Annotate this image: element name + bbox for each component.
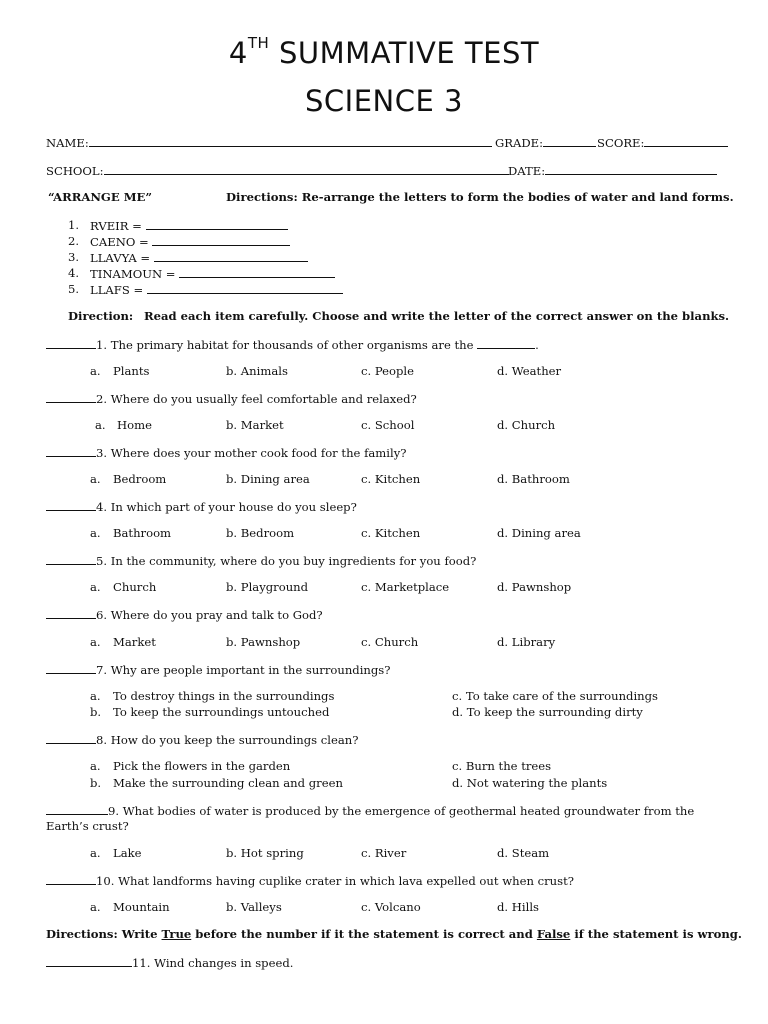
arrange-directions: Directions: Re-arrange the letters to form the bodies of water and land forms. (226, 190, 734, 204)
name-field[interactable]: NAME: (46, 135, 492, 150)
option-label: b. (90, 705, 102, 719)
option-b[interactable]: b. Animals (226, 364, 288, 378)
option-label: a. (90, 846, 101, 860)
title-superscript: TH (247, 34, 270, 53)
option-b[interactable]: b. Valleys (226, 900, 282, 914)
option-b[interactable]: Make the surrounding clean and green (113, 776, 343, 790)
list-item[interactable]: CAENO = (90, 234, 290, 249)
question-8[interactable]: 8. How do you keep the surroundings clean? (46, 732, 358, 747)
option-d[interactable]: d. Pawnshop (497, 580, 572, 594)
option-d[interactable]: d. Church (497, 418, 556, 432)
subject-title: SCIENCE 3 (305, 84, 463, 118)
option-d[interactable]: d. Library (497, 635, 556, 649)
option-d[interactable]: d. Weather (497, 364, 562, 378)
option-b[interactable]: b. Hot spring (226, 846, 304, 860)
list-item[interactable]: LLAVYA = (90, 250, 308, 265)
option-c[interactable]: c. School (361, 418, 415, 432)
list-item: 4. (68, 266, 80, 280)
list-item: 2. (68, 234, 80, 248)
list-item[interactable]: RVEIR = (90, 218, 288, 233)
option-a[interactable]: Church (113, 580, 157, 594)
option-a[interactable]: To destroy things in the surroundings (113, 689, 335, 703)
option-c[interactable]: c. Kitchen (361, 526, 421, 540)
option-d[interactable]: d. Hills (497, 900, 539, 914)
list-item: 1. (68, 218, 80, 232)
question-9-continued: Earth’s crust? (46, 819, 129, 833)
question-9[interactable]: 9. What bodies of water is produced by the emergence of geothermal heated groundwater from the (46, 803, 694, 818)
option-c[interactable]: c. Marketplace (361, 580, 450, 594)
option-label: a. (90, 759, 101, 773)
test-title: 4TH SUMMATIVE TEST (228, 34, 540, 70)
question-3[interactable]: 3. Where does your mother cook food for the family? (46, 445, 406, 460)
tf-directions: Directions: Write True before the number if it the statement is correct and False if the statement is wrong. (46, 927, 742, 941)
option-a[interactable]: Bedroom (113, 472, 167, 486)
mc-direction-label: Direction: (68, 309, 134, 323)
option-c[interactable]: c. River (361, 846, 407, 860)
option-a[interactable]: Pick the flowers in the garden (113, 759, 291, 773)
date-field[interactable]: DATE: (508, 163, 717, 178)
option-a[interactable]: Home (117, 418, 152, 432)
school-field[interactable]: SCHOOL: (46, 163, 509, 178)
option-a[interactable]: Lake (113, 846, 142, 860)
false-word: False (536, 927, 571, 941)
option-c[interactable]: c. People (361, 364, 414, 378)
option-d[interactable]: d. Dining area (497, 526, 581, 540)
question-2[interactable]: 2. Where do you usually feel comfortable and relaxed? (46, 391, 417, 406)
question-1[interactable]: 1. The primary habitat for thousands of other organisms are the . (46, 337, 539, 352)
question-10[interactable]: 10. What landforms having cuplike crater in which lava expelled out when crust? (46, 873, 574, 888)
option-a[interactable]: Mountain (113, 900, 170, 914)
option-label: a. (90, 900, 101, 914)
option-d[interactable]: d. Bathroom (497, 472, 570, 486)
option-label: a. (90, 689, 101, 703)
option-d[interactable]: d. To keep the surrounding dirty (452, 705, 643, 719)
question-5[interactable]: 5. In the community, where do you buy ingredients for you food? (46, 553, 476, 568)
question-4[interactable]: 4. In which part of your house do you sleep? (46, 499, 357, 514)
option-d[interactable]: d. Steam (497, 846, 550, 860)
option-c[interactable]: c. Church (361, 635, 419, 649)
list-item[interactable]: TINAMOUN = (90, 266, 335, 281)
list-item: 5. (68, 282, 80, 296)
option-label: a. (90, 635, 101, 649)
true-word: True (161, 927, 192, 941)
question-7[interactable]: 7. Why are people important in the surroundings? (46, 662, 390, 677)
option-label: a. (90, 526, 101, 540)
list-item: 3. (68, 250, 80, 264)
option-d[interactable]: d. Not watering the plants (452, 776, 608, 790)
option-label: a. (90, 364, 101, 378)
option-label: a. (90, 472, 101, 486)
option-b[interactable]: b. Bedroom (226, 526, 295, 540)
option-label: a. (95, 418, 106, 432)
option-c[interactable]: c. Burn the trees (452, 759, 552, 773)
option-a[interactable]: Bathroom (113, 526, 172, 540)
list-item[interactable]: LLAFS = (90, 282, 343, 297)
option-b[interactable]: b. Playground (226, 580, 309, 594)
arrange-heading: “ARRANGE ME” (48, 190, 153, 204)
option-b[interactable]: To keep the surroundings untouched (113, 705, 330, 719)
question-6[interactable]: 6. Where do you pray and talk to God? (46, 607, 323, 622)
option-a[interactable]: Market (113, 635, 156, 649)
option-c[interactable]: c. Volcano (361, 900, 421, 914)
option-b[interactable]: b. Market (226, 418, 284, 432)
option-c[interactable]: c. Kitchen (361, 472, 421, 486)
grade-field[interactable]: GRADE: (495, 135, 596, 150)
option-label: a. (90, 580, 101, 594)
option-label: b. (90, 776, 102, 790)
option-b[interactable]: b. Dining area (226, 472, 310, 486)
option-b[interactable]: b. Pawnshop (226, 635, 301, 649)
option-c[interactable]: c. To take care of the surroundings (452, 689, 659, 703)
question-11[interactable]: 11. Wind changes in speed. (46, 955, 293, 970)
option-a[interactable]: Plants (113, 364, 150, 378)
mc-direction-text: Read each item carefully. Choose and write the letter of the correct answer on the blanks. (144, 309, 730, 323)
score-field[interactable]: SCORE: (597, 135, 728, 150)
